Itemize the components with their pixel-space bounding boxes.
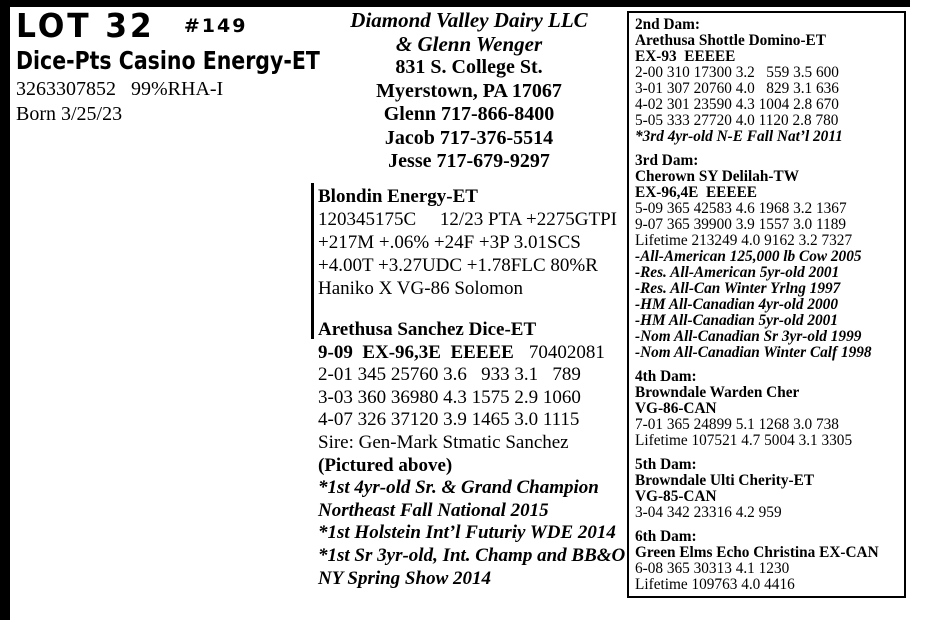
dam-record-line: 4-07 326 37120 3.9 1465 3.0 1115 bbox=[318, 409, 580, 431]
dam-block bbox=[318, 319, 625, 590]
registration-number: 3263307852 99%RHA-I bbox=[16, 78, 224, 100]
consignor-owner-line: & Glenn Wenger bbox=[395, 32, 543, 56]
dam-section bbox=[635, 529, 902, 593]
lot-number: LOT 32 bbox=[16, 6, 155, 45]
sire-name: Blondin Energy-ET bbox=[318, 186, 478, 207]
dam-section-record: 9-07 365 39900 3.9 1557 3.0 1189 bbox=[635, 216, 847, 233]
sire-stat-line: 120345175C 12/23 PTA +2275GTPI bbox=[318, 209, 617, 230]
consignor-contact-lines bbox=[318, 56, 620, 174]
dam-section-record: 5-09 365 42583 4.6 1968 3.2 1367 bbox=[635, 200, 847, 217]
dam-section-record: Lifetime 213249 4.0 9162 3.2 7327 bbox=[635, 232, 853, 249]
consignor-owner-lines bbox=[318, 8, 620, 56]
consignor-block bbox=[318, 8, 620, 174]
sire-stat-lines bbox=[318, 208, 617, 300]
consignor-owner-line: Diamond Valley Dairy LLC bbox=[350, 8, 588, 32]
dam-section-name: Arethusa Shottle Domino-ET bbox=[635, 32, 826, 49]
dam-section-award: *3rd 4yr-old N-E Fall Nat’l 2011 bbox=[635, 128, 843, 145]
dam-sire-note: Sire: Gen-Mark Stmatic Sanchez bbox=[318, 431, 569, 453]
dam-award-lines bbox=[318, 477, 625, 590]
page-border-left bbox=[0, 0, 10, 620]
dam-section-title: 3rd Dam: bbox=[635, 152, 699, 169]
consignor-contact-line: Jacob 717-376-5514 bbox=[384, 126, 554, 149]
lot-row bbox=[16, 6, 311, 46]
animal-name-row bbox=[16, 46, 320, 75]
sire-stat-line: +4.00T +3.27UDC +1.78FLC 80%R bbox=[318, 255, 598, 276]
dam-section-title: 6th Dam: bbox=[635, 528, 697, 545]
dam-award-line: *1st 4yr-old Sr. & Grand Champion bbox=[318, 477, 599, 499]
consignor-contact-line: Myerstown, PA 17067 bbox=[376, 79, 562, 102]
animal-name: Dice-Pts Casino Energy-ET bbox=[16, 46, 320, 75]
dam-award-line: *1st Sr 3yr-old, Int. Champ and BB&O bbox=[318, 544, 626, 566]
dam-award-line: NY Spring Show 2014 bbox=[318, 567, 491, 589]
dam-name: Arethusa Sanchez Dice-ET bbox=[318, 319, 537, 340]
dam-section bbox=[635, 369, 902, 449]
dam-section-record: 7-01 365 24899 5.1 1268 3.0 738 bbox=[635, 416, 839, 433]
dam-section-record: 5-05 333 27720 4.0 1120 2.8 780 bbox=[635, 112, 839, 129]
dam-section-title: 5th Dam: bbox=[635, 456, 697, 473]
maternal-line-box bbox=[627, 11, 906, 598]
dam-section bbox=[635, 17, 902, 145]
dam-section-name: Browndale Warden Cher bbox=[635, 384, 800, 401]
dam-section-name: Browndale Ulti Cherity-ET bbox=[635, 472, 815, 489]
pedigree-connector-line bbox=[311, 183, 314, 339]
dam-section bbox=[635, 457, 902, 521]
dam-section-title: 2nd Dam: bbox=[635, 16, 701, 33]
dam-section-title: 4th Dam: bbox=[635, 368, 697, 385]
dam-record-lines bbox=[318, 364, 625, 432]
sire-block bbox=[318, 185, 617, 300]
dam-record-line: 2-01 345 25760 3.6 933 3.1 789 bbox=[318, 364, 581, 386]
dam-section-award: -HM All-Canadian 4yr-old 2000 bbox=[635, 296, 838, 313]
dam-section-award: -All-American 125,000 lb Cow 2005 bbox=[635, 248, 862, 265]
dam-section-name: Cherown SY Delilah-TW bbox=[635, 168, 800, 185]
dam-section-name: VG-86-CAN bbox=[635, 400, 717, 417]
lot-header bbox=[16, 6, 320, 126]
dam-section-award: -Res. All-Can Winter Yrlng 1997 bbox=[635, 280, 841, 297]
dam-section-award: -Nom All-Canadian Sr 3yr-old 1999 bbox=[635, 328, 862, 345]
dam-score: 9-09 EX-96,3E EEEEE bbox=[318, 341, 514, 363]
pictured-note: (Pictured above) bbox=[318, 454, 453, 476]
consignor-contact-line: Glenn 717-866-8400 bbox=[383, 103, 555, 125]
dam-section-record: 2-00 310 17300 3.2 559 3.5 600 bbox=[635, 64, 839, 81]
dam-section-record: 4-02 301 23590 4.3 1004 2.8 670 bbox=[635, 96, 839, 113]
dam-award-line: Northeast Fall National 2015 bbox=[318, 499, 549, 521]
dam-section-name: EX-96,4E EEEEE bbox=[635, 184, 757, 201]
sire-stat-line: +217M +.06% +24F +3P 3.01SCS bbox=[318, 232, 581, 253]
dam-section-record: 3-04 342 23316 4.2 959 bbox=[635, 504, 782, 521]
dam-section-record: 3-01 307 20760 4.0 829 3.1 636 bbox=[635, 80, 839, 97]
consignor-contact-line: 831 S. College St. bbox=[395, 56, 543, 78]
dam-section bbox=[635, 153, 902, 361]
dam-score-row bbox=[318, 342, 625, 365]
sire-stat-line: Haniko X VG-86 Solomon bbox=[318, 278, 523, 299]
dam-record-line: 3-03 360 36980 4.3 1575 2.9 1060 bbox=[318, 386, 581, 408]
dam-section-name: EX-93 EEEEE bbox=[635, 48, 736, 65]
dam-registration-number: 70402081 bbox=[528, 341, 605, 363]
birth-date: Born 3/25/23 bbox=[16, 103, 123, 125]
dam-section-record: Lifetime 107521 4.7 5004 3.1 3305 bbox=[635, 432, 853, 449]
dam-section-record: 6-08 365 30313 4.1 1230 bbox=[635, 560, 790, 577]
dam-section-name: VG-85-CAN bbox=[635, 488, 717, 505]
dam-section-name: Green Elms Echo Christina EX-CAN bbox=[635, 544, 879, 561]
consignor-contact-line: Jesse 717-679-9297 bbox=[388, 150, 550, 172]
dam-section-award: -HM All-Canadian 5yr-old 2001 bbox=[635, 312, 838, 329]
dam-award-line: *1st Holstein Int’l Futuriy WDE 2014 bbox=[318, 522, 616, 544]
dam-section-record: Lifetime 109763 4.0 4416 bbox=[635, 576, 795, 593]
entry-number: #149 bbox=[183, 15, 248, 37]
dam-section-award: -Nom All-Canadian Winter Calf 1998 bbox=[635, 344, 872, 361]
dam-section-award: -Res. All-American 5yr-old 2001 bbox=[635, 264, 840, 281]
